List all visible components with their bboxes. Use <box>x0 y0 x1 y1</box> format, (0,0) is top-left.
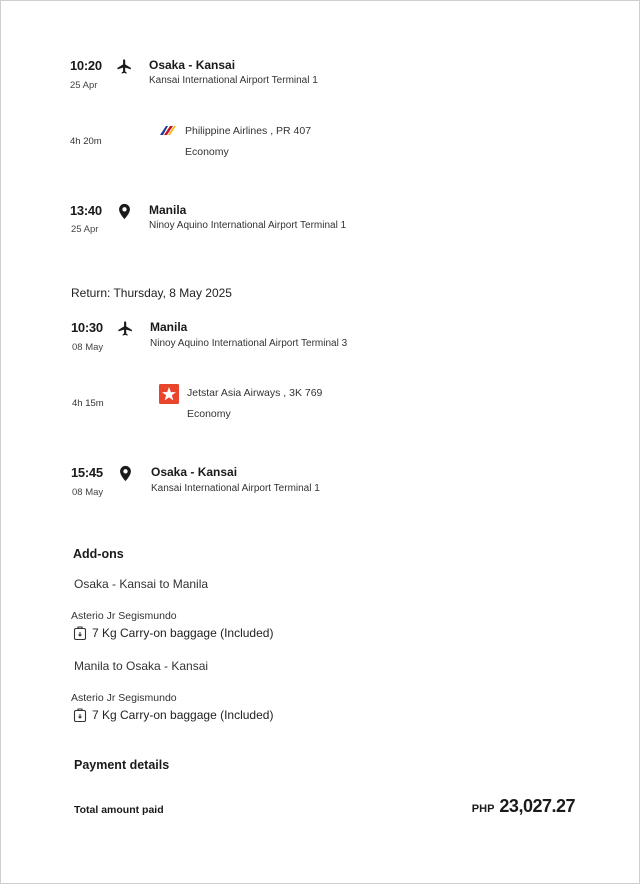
addon-passenger: Asterio Jr Segismundo <box>71 610 177 622</box>
addons-title: Add-ons <box>73 547 124 561</box>
return-arrival-time: 15:45 <box>71 465 103 480</box>
location-pin-icon <box>118 203 131 220</box>
return-departure-terminal: Ninoy Aquino International Airport Terminal 3 <box>150 338 348 349</box>
outbound-airline: Philippine Airlines , PR 407 <box>185 125 312 137</box>
return-departure-time: 10:30 <box>71 320 103 335</box>
jetstar-logo-icon <box>159 384 179 404</box>
philippine-airlines-logo-icon <box>159 124 177 136</box>
plane-icon <box>117 320 134 337</box>
return-arrival-place: Osaka - Kansai <box>151 465 238 479</box>
total-amount <box>472 796 575 817</box>
return-heading: Return: Thursday, 8 May 2025 <box>71 286 232 300</box>
return-departure-place: Manila <box>150 320 188 334</box>
outbound-arrival-time: 13:40 <box>70 203 102 218</box>
carry-on-bag-icon <box>73 708 87 723</box>
addon-baggage: 7 Kg Carry-on baggage (Included) <box>92 626 274 640</box>
return-arrival-terminal: Kansai International Airport Terminal 1 <box>151 483 320 494</box>
addon-baggage: 7 Kg Carry-on baggage (Included) <box>92 708 274 722</box>
outbound-departure-date: 25 Apr <box>70 80 98 91</box>
return-departure-date: 08 May <box>72 342 104 353</box>
return-airline: Jetstar Asia Airways , 3K 769 <box>187 387 323 399</box>
addon-passenger: Asterio Jr Segismundo <box>71 692 177 704</box>
outbound-arrival-place: Manila <box>149 203 187 217</box>
addon-route: Osaka - Kansai to Manila <box>74 577 209 591</box>
outbound-duration: 4h 20m <box>70 136 102 147</box>
return-duration: 4h 15m <box>72 398 104 409</box>
addon-route: Manila to Osaka - Kansai <box>74 659 209 673</box>
payment-title: Payment details <box>74 758 170 772</box>
location-pin-icon <box>119 465 132 482</box>
return-arrival-date: 08 May <box>72 487 104 498</box>
currency-code: PHP <box>471 803 495 815</box>
return-cabin: Economy <box>187 408 231 420</box>
outbound-departure-terminal: Kansai International Airport Terminal 1 <box>149 75 318 86</box>
amount-value: 23,027.27 <box>499 796 575 816</box>
carry-on-bag-icon <box>73 626 87 641</box>
outbound-cabin: Economy <box>185 146 229 158</box>
outbound-departure-time: 10:20 <box>70 58 102 73</box>
outbound-arrival-terminal: Ninoy Aquino International Airport Terminal 1 <box>149 220 347 231</box>
outbound-arrival-date: 25 Apr <box>71 224 99 235</box>
total-amount-label: Total amount paid <box>74 804 164 816</box>
outbound-departure-place: Osaka - Kansai <box>149 58 236 72</box>
plane-icon <box>116 58 133 75</box>
